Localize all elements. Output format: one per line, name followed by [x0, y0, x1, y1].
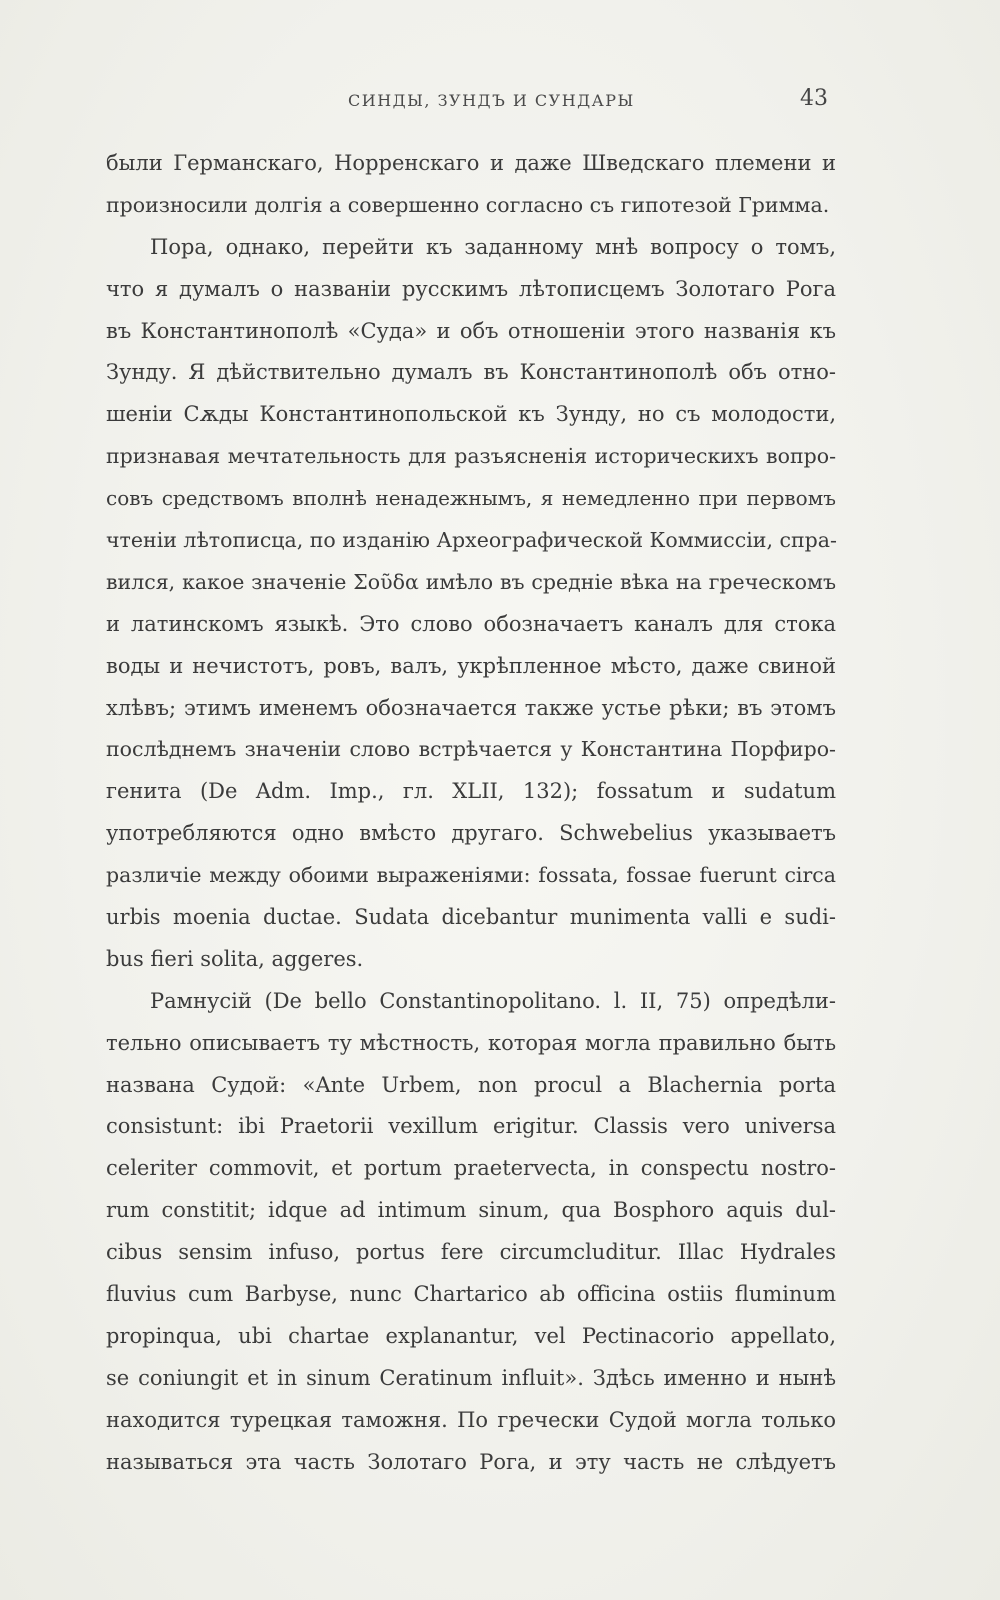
text-line: bus fieri solita, aggeres. [106, 946, 364, 971]
body-text [106, 143, 836, 1484]
text-line: названа Судой: «Ante Urbem, non procul a Blachernia porta [106, 1072, 836, 1097]
text-line: вился, какое значеніе Σοῦδα имѣло въ средніе вѣка на греческомъ [106, 569, 836, 594]
text-line: послѣднемъ значеніи слово встрѣчается у Константина Порфиро- [106, 737, 836, 762]
text-line: fluvius cum Barbyse, nunc Chartarico ab officina ostiis fluminum [106, 1282, 836, 1307]
text-line: въ Константинополѣ «Суда» и объ отношеніи этого названія къ [106, 318, 836, 343]
text-line: находится турецкая таможня. По гречески Судой могла только [106, 1407, 836, 1432]
text-line: называться эта часть Золотаго Рога, и эту часть не слѣдуетъ [106, 1449, 836, 1474]
text-line: генита (De Adm. Imp., гл. XLII, 132); fossatum и sudatum [106, 779, 836, 804]
text-line: consistunt: ibi Praetorii vexillum erigitur. Classis vero universa [106, 1114, 836, 1139]
text-line: Рамнусій (De bello Constantinopolitano. l. II, 75) опредѣли- [150, 988, 836, 1013]
text-line: воды и нечистотъ, ровъ, валъ, укрѣпленное мѣсто, даже свиной [106, 653, 836, 678]
text-line: хлѣвъ; этимъ именемъ обозначается также устье рѣки; въ этомъ [106, 695, 836, 720]
text-line: и латинскомъ языкѣ. Это слово обозначаетъ каналъ для стока [106, 611, 836, 636]
text-line: различіе между обоими выраженіями: fossata, fossae fuerunt circa [106, 863, 836, 888]
text-line: чтеніи лѣтописца, по изданію Археографической Коммиссіи, спра- [106, 528, 837, 553]
text-line: употребляются одно вмѣсто другаго. Schwebelius указываетъ [106, 821, 836, 846]
text-line: Пора, однако, перейти къ заданному мнѣ вопросу о томъ, [150, 234, 836, 259]
text-line: произносили долгія a совершенно согласно съ гипотезой Гримма. [106, 192, 830, 217]
text-line: se coniungit et in sinum Ceratinum influit». Здѣсь именно и нынѣ [106, 1365, 836, 1390]
text-line: что я думалъ о названіи русскимъ лѣтописцемъ Золотаго Рога [106, 276, 836, 301]
text-line: cibus sensim infuso, portus fere circumcluditur. Illac Hydrales [106, 1240, 836, 1265]
text-line: propinqua, ubi chartae explanantur, vel Pectinacorio appellato, [106, 1323, 836, 1348]
text-line: urbis moenia ductae. Sudata dicebantur munimenta valli e sudi- [106, 905, 836, 930]
text-line: признавая мечтательность для разъясненія историческихъ вопро- [106, 444, 836, 469]
running-title: СИНДЫ, ЗУНДЪ И СУНДАРЫ [348, 91, 635, 110]
text-line: rum constitit; idque ad intimum sinum, qua Bosphoro aquis dul- [106, 1198, 836, 1223]
running-header [0, 86, 1000, 116]
text-line: совъ средствомъ вполнѣ ненадежнымъ, я немедленно при первомъ [106, 486, 836, 511]
text-line: celeriter commovit, et portum praetervecta, in conspectu nostro- [106, 1156, 836, 1181]
text-line: шеніи Сѫды Константинопольской къ Зунду, но съ молодости, [106, 402, 836, 427]
page-number: 43 [800, 86, 828, 111]
text-line: Зунду. Я дѣйствительно думалъ въ Константинополѣ объ отно- [106, 360, 836, 385]
text-line: были Германскаго, Норренскаго и даже Шведскаго племени и [106, 151, 836, 175]
text-line: тельно описываетъ ту мѣстность, которая могла правильно быть [106, 1030, 836, 1055]
